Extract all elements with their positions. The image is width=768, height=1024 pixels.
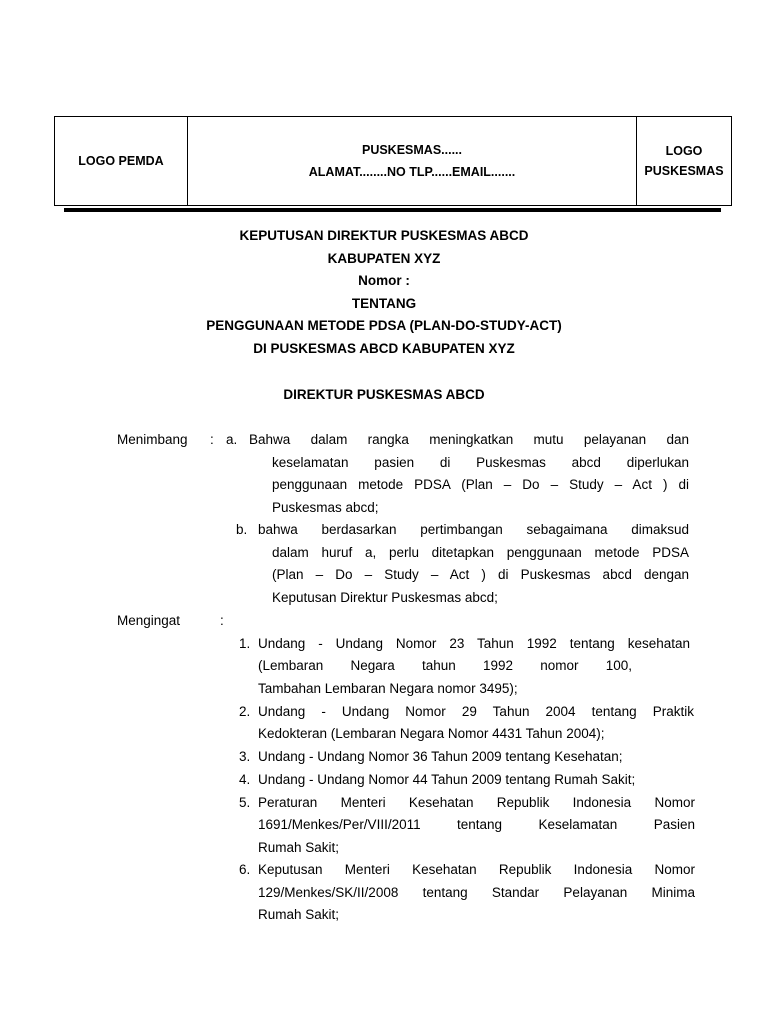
decree-subject-location: DI PUSKESMAS ABCD KABUPATEN XYZ bbox=[253, 341, 515, 356]
mengingat-item-line: (Lembaran Negara tahun 1992 nomor 100, bbox=[258, 658, 632, 673]
decree-region: KABUPATEN XYZ bbox=[327, 251, 441, 266]
mengingat-label: Mengingat bbox=[117, 613, 181, 628]
mengingat-item-line: Peraturan Menteri Kesehatan Republik Indonesia Nomor bbox=[258, 795, 695, 810]
menimbang-a-line: Puskesmas abcd; bbox=[272, 500, 379, 515]
mengingat-item-line: Undang - Undang Nomor 29 Tahun 2004 tentang Praktik bbox=[258, 704, 694, 719]
mengingat-item-number: 2. bbox=[239, 704, 251, 719]
logo-pemda-cell bbox=[55, 117, 188, 205]
letterhead-rule bbox=[64, 208, 721, 212]
menimbang-b-marker: b. bbox=[236, 522, 248, 537]
mengingat-colon: : bbox=[220, 613, 224, 628]
logo-puskesmas-cell bbox=[637, 117, 731, 205]
mengingat-item-line: Rumah Sakit; bbox=[258, 840, 340, 855]
menimbang-label: Menimbang bbox=[117, 432, 188, 447]
mengingat-item-line: 1691/Menkes/Per/VIII/2011 tentang Keselamatan Pasien bbox=[258, 817, 695, 832]
menimbang-a-line: Bahwa dalam rangka meningkatkan mutu pelayanan dan bbox=[249, 432, 689, 447]
letterhead bbox=[54, 116, 732, 206]
mengingat-item-line: Undang - Undang Nomor 44 Tahun 2009 tentang Rumah Sakit; bbox=[258, 772, 636, 787]
puskesmas-contact: ALAMAT........NO TLP......EMAIL....... bbox=[308, 165, 516, 179]
letterhead-center bbox=[188, 117, 637, 205]
mengingat-item-line: Tambahan Lembaran Negara nomor 3495); bbox=[258, 681, 518, 696]
menimbang-b-line: bahwa berdasarkan pertimbangan sebagaimana dimaksud bbox=[258, 522, 689, 537]
menimbang-b-line: (Plan – Do – Study – Act ) di Puskesmas abcd dengan bbox=[272, 567, 689, 582]
mengingat-item-number: 3. bbox=[239, 749, 251, 764]
menimbang-colon: : bbox=[210, 432, 214, 447]
decree-subject: PENGGUNAAN METODE PDSA (PLAN-DO-STUDY-ACT) bbox=[206, 318, 562, 333]
logo-puskesmas-label-1: LOGO bbox=[665, 144, 703, 158]
mengingat-item-line: Undang - Undang Nomor 36 Tahun 2009 tentang Kesehatan; bbox=[258, 749, 623, 764]
logo-puskesmas-label-2: PUSKESMAS bbox=[644, 164, 724, 178]
mengingat-item-number: 5. bbox=[239, 795, 251, 810]
mengingat-item-line: Rumah Sakit; bbox=[258, 907, 340, 922]
mengingat-item-line: Keputusan Menteri Kesehatan Republik Indonesia Nomor bbox=[258, 862, 695, 877]
mengingat-item-line: 129/Menkes/SK/II/2008 tentang Standar Pelayanan Minima bbox=[258, 885, 695, 900]
mengingat-item-number: 4. bbox=[239, 772, 251, 787]
issuer-heading: DIREKTUR PUSKESMAS ABCD bbox=[283, 387, 485, 402]
logo-pemda-label: LOGO PEMDA bbox=[78, 154, 164, 168]
puskesmas-name: PUSKESMAS...... bbox=[361, 143, 463, 157]
decree-title: KEPUTUSAN DIREKTUR PUSKESMAS ABCD bbox=[239, 228, 529, 243]
menimbang-a-line: keselamatan pasien di Puskesmas abcd diperlukan bbox=[272, 455, 689, 470]
decree-about: TENTANG bbox=[351, 296, 417, 311]
menimbang-b-line: Keputusan Direktur Puskesmas abcd; bbox=[272, 590, 498, 605]
menimbang-a-line: penggunaan metode PDSA (Plan – Do – Study – Act ) di bbox=[272, 477, 689, 492]
menimbang-b-line: dalam huruf a, perlu ditetapkan penggunaan metode PDSA bbox=[272, 545, 689, 560]
mengingat-item-number: 6. bbox=[239, 862, 251, 877]
mengingat-item-line: Kedokteran (Lembaran Negara Nomor 4431 Tahun 2004); bbox=[258, 726, 605, 741]
menimbang-a-marker: a. bbox=[226, 432, 238, 447]
decree-number: Nomor : bbox=[358, 273, 410, 288]
mengingat-item-line: Undang - Undang Nomor 23 Tahun 1992 tentang kesehatan bbox=[258, 636, 690, 651]
mengingat-item-number: 1. bbox=[239, 636, 251, 651]
